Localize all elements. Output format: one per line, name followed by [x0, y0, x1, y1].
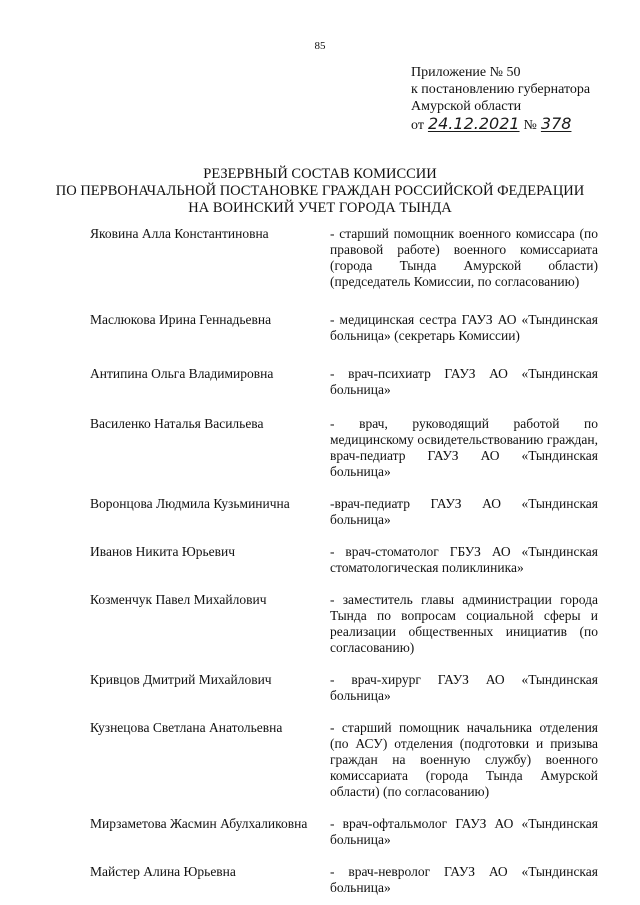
title-line-2: ПО ПЕРВОНАЧАЛЬНОЙ ПОСТАНОВКЕ ГРАЖДАН РОССИЙСКОЙ ФЕДЕРАЦИИ — [55, 183, 585, 199]
member-row — [90, 816, 610, 848]
appendix-line-3: Амурской области — [411, 99, 522, 114]
member-row — [90, 672, 610, 704]
members-list — [90, 226, 610, 896]
member-name: Майстер Алина Юрьевна — [90, 864, 236, 879]
member-role: - врач-офтальмолог ГАУЗ АО «Тындинская больница» — [330, 816, 598, 847]
member-name: Козменчук Павел Михайлович — [90, 592, 267, 607]
member-name: Мирзаметова Жасмин Абулхаликовна — [90, 816, 308, 831]
member-name: Василенко Наталья Васильева — [90, 416, 264, 431]
handwritten-date: 24.12.2021 — [427, 114, 520, 133]
member-row — [90, 544, 610, 576]
member-row — [90, 366, 610, 398]
member-name: Антипина Ольга Владимировна — [90, 366, 274, 381]
page-number: 85 — [314, 40, 326, 52]
number-prefix: № — [523, 118, 537, 133]
member-role: - врач-психиатр ГАУЗ АО «Тындинская больница» — [330, 366, 598, 397]
member-name: Воронцова Людмила Кузьминична — [90, 496, 290, 511]
member-name: Яковина Алла Константиновна — [90, 226, 269, 241]
appendix-line-2: к постановлению губернатора — [411, 82, 591, 97]
member-role: - старший помощник начальника отделения (по АСУ) отделения (подготовки и призыва граждан на военную службу) военного комиссариата (города Тында Амурской области) (по согласованию) — [330, 720, 598, 799]
member-name: Кузнецова Светлана Анатольевна — [90, 720, 283, 735]
title-line-3: НА ВОИНСКИЙ УЧЕТ ГОРОДА ТЫНДА — [188, 200, 452, 216]
member-role: - медицинская сестра ГАУЗ АО «Тындинская больница» (секретарь Комиссии) — [330, 312, 598, 343]
member-row — [90, 592, 610, 656]
member-row — [90, 416, 610, 480]
document-title — [40, 166, 600, 217]
member-role: - заместитель главы администрации города Тында по вопросам социальной сферы и реализации общественных инициатив (по согласованию) — [330, 592, 598, 655]
member-row — [90, 864, 610, 896]
date-prefix: от — [411, 118, 424, 133]
member-role: - врач-стоматолог ГБУЗ АО «Тындинская стоматологическая поликлиника» — [330, 544, 598, 575]
member-role: - старший помощник военного комиссара (по правовой работе) военного комиссариата (города Тында Амурской области) (председатель Комиссии, по согласованию) — [330, 226, 598, 289]
appendix-date-line — [411, 115, 590, 134]
member-row — [90, 312, 610, 344]
member-row — [90, 720, 610, 800]
appendix-block — [411, 64, 590, 134]
member-row — [90, 496, 610, 528]
member-row — [90, 226, 610, 290]
member-role: -врач-педиатр ГАУЗ АО «Тындинская больница» — [330, 496, 598, 527]
member-name: Иванов Никита Юрьевич — [90, 544, 236, 559]
member-role: - врач, руководящий работой по медицинскому освидетельствованию граждан, врач-педиатр ГАУЗ АО «Тындинская больница» — [330, 416, 598, 479]
title-line-1: РЕЗЕРВНЫЙ СОСТАВ КОМИССИИ — [203, 166, 437, 182]
handwritten-number: 378 — [540, 114, 572, 133]
member-name: Маслюкова Ирина Геннадьевна — [90, 312, 272, 327]
member-role: - врач-невролог ГАУЗ АО «Тындинская больница» — [330, 864, 598, 895]
member-role: - врач-хирург ГАУЗ АО «Тындинская больница» — [330, 672, 598, 703]
member-name: Кривцов Дмитрий Михайлович — [90, 672, 272, 687]
appendix-line-1: Приложение № 50 — [411, 65, 521, 80]
